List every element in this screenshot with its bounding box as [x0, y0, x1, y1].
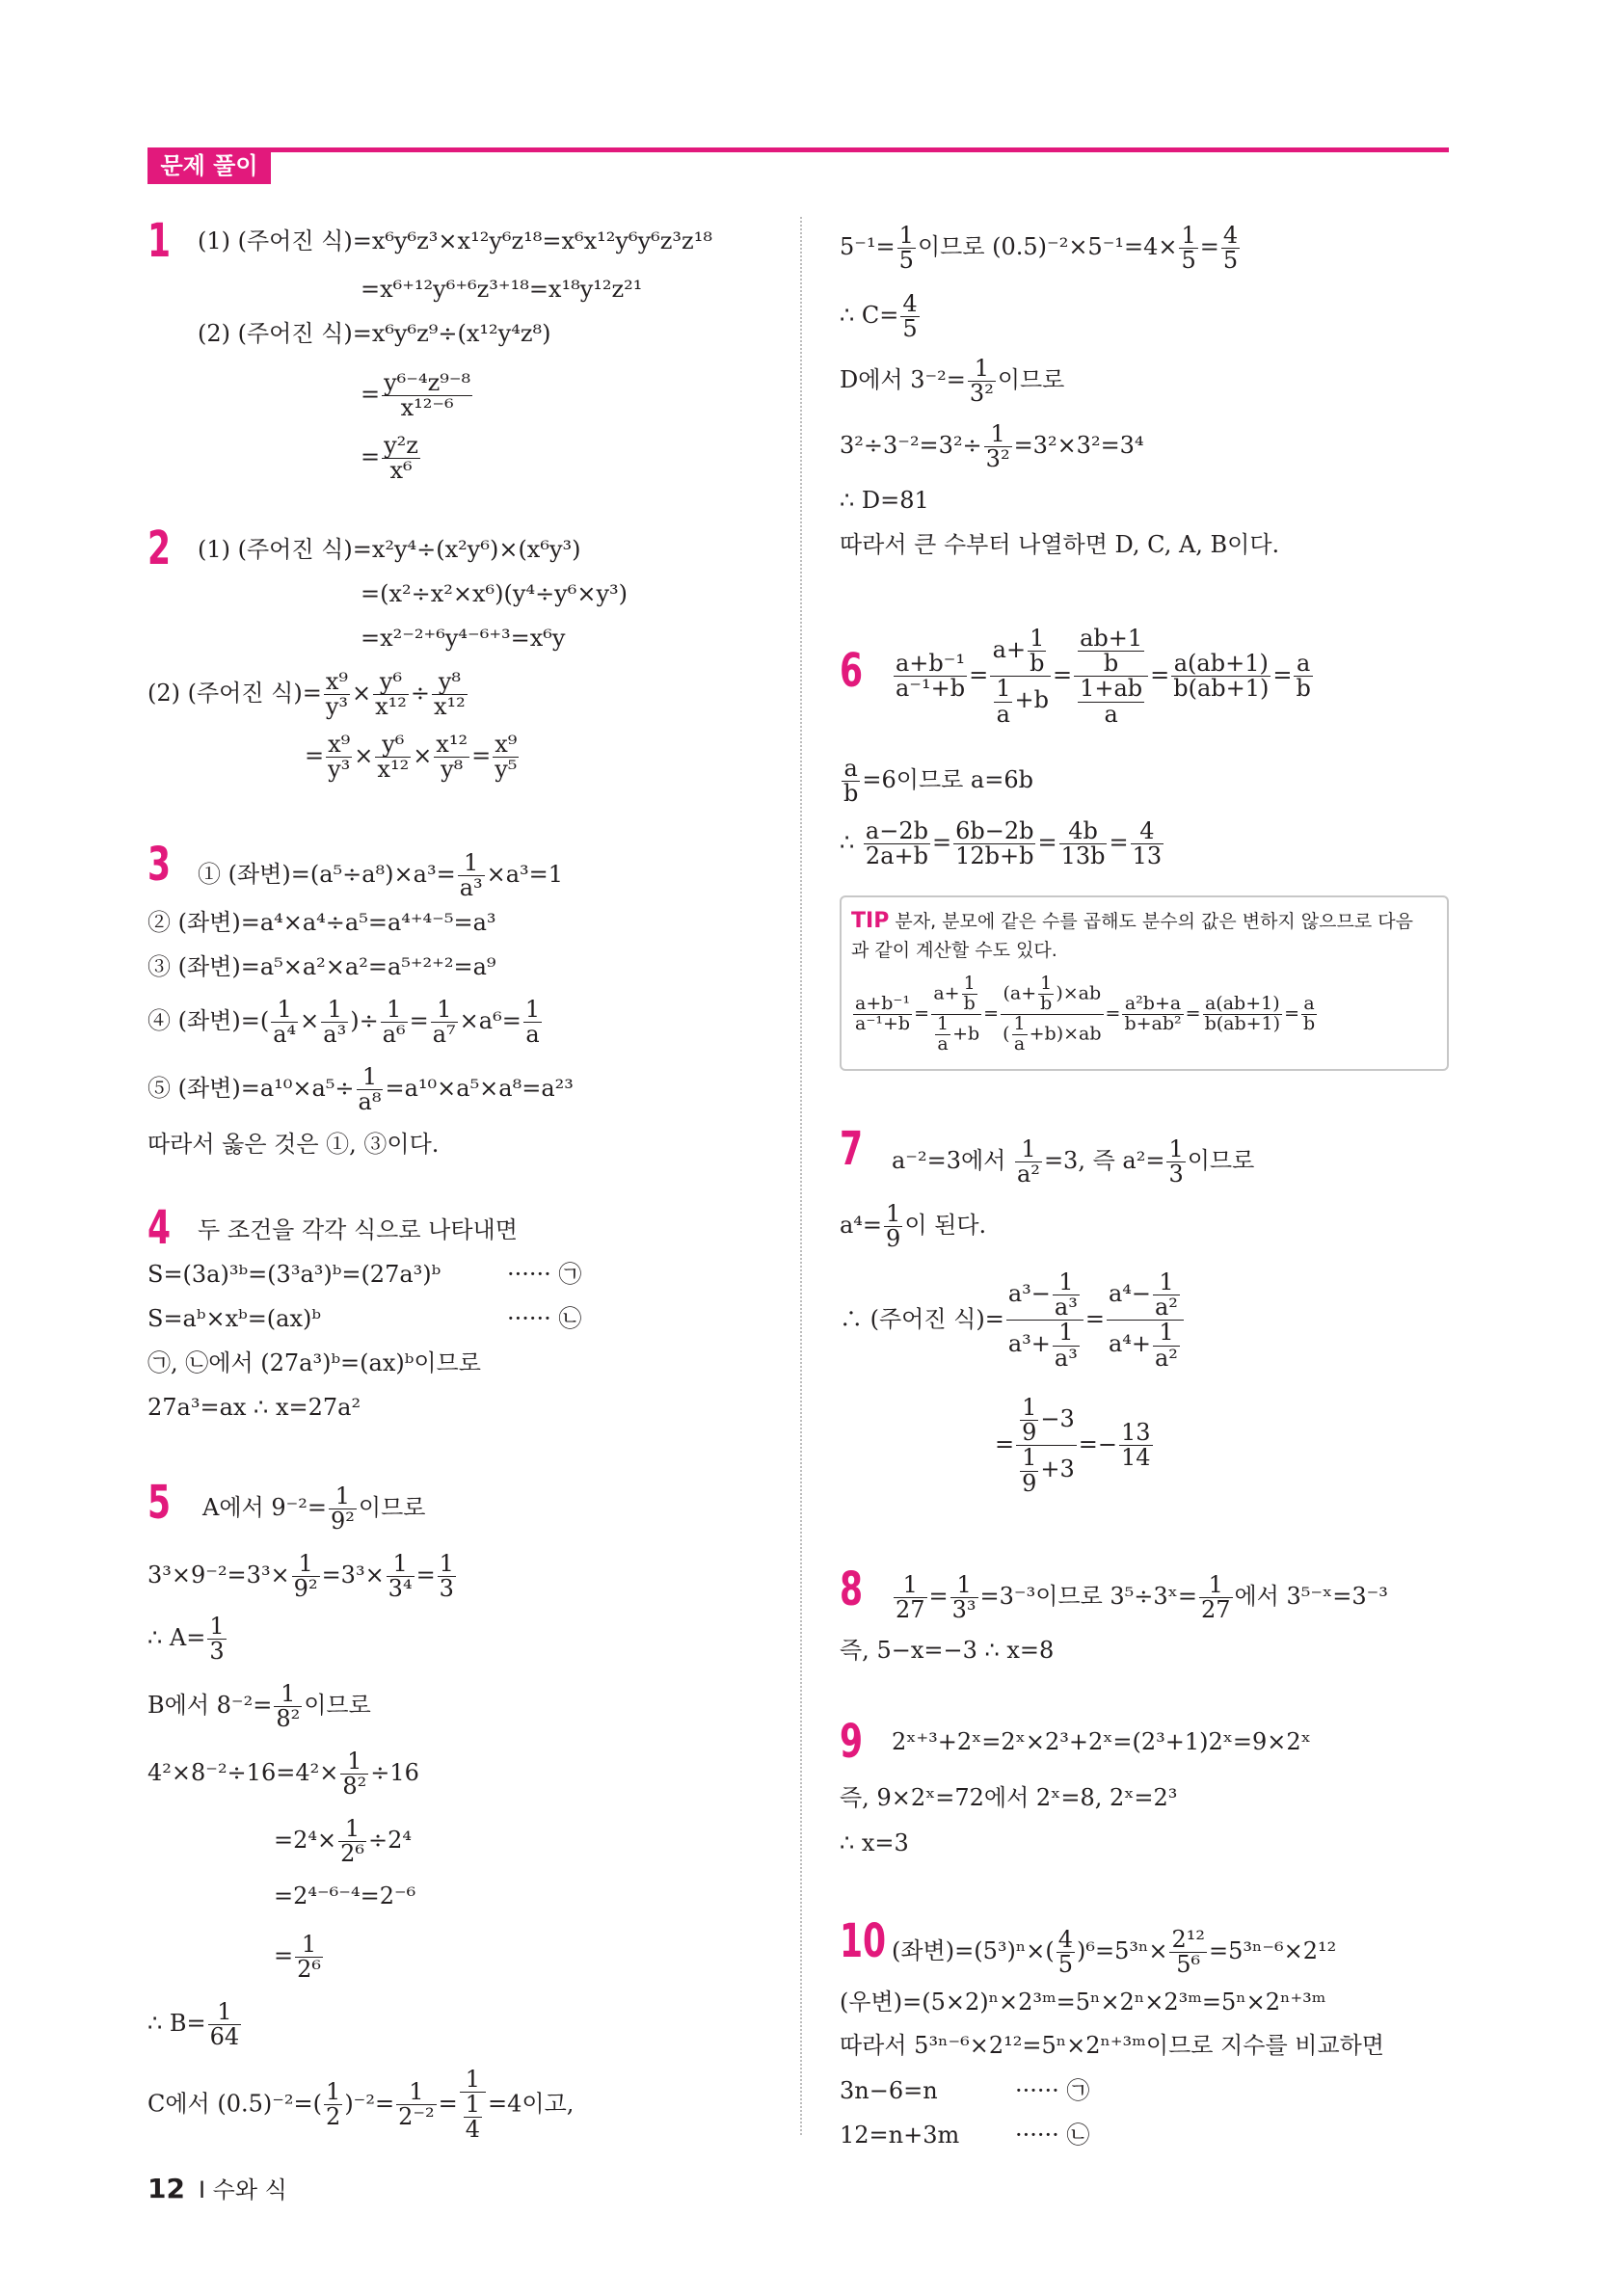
- problem-number: 8: [840, 1562, 864, 1616]
- solution-line: ∴ $\frac{a-2b}{2a+b}$ = $\frac{6b-2b}{12b+b}$ = $\frac{4b}{13b}$ = $\frac{4}{13}$: [840, 817, 1163, 870]
- solution-line: ∴ B= $\frac{1}{64}$: [147, 1998, 240, 2051]
- solution-line: 3³×9⁻²=3³× $\frac{1}{\text{9²}}$ =3³× $\frac{1}{\text{3⁴}}$ = $\frac{1}{3}$: [147, 1550, 454, 1603]
- solution-line: =2⁴⁻⁶⁻⁴=2⁻⁶: [274, 1882, 416, 1909]
- solution-line: $\frac{1}{27}$ = $\frac{1}{\text{3³}}$ =3⁻³이므로 3⁵÷3ˣ= $\frac{1}{27}$ 에서 3⁵⁻ˣ=3⁻³: [896, 1571, 1388, 1624]
- solution-line: = $\frac{1}{\text{2⁶}}$: [274, 1931, 321, 1984]
- solution-line: ∴ (주어진 식)= a³− $\frac{1}{\text{a³}}$ a³+ $\frac{1}{\text{a³}}$ = a⁴− $\frac{1}{\text{a²}}$ a⁴+ $\frac{1}{\text{a²}}$: [840, 1270, 1186, 1371]
- solution-line: =2⁴× $\frac{1}{\text{2⁶}}$ ÷2⁴: [274, 1815, 412, 1868]
- solution-line: 5⁻¹= $\frac{1}{5}$ 이므로 (0.5)⁻²×5⁻¹=4× $\frac{1}{5}$ = $\frac{4}{5}$: [840, 222, 1239, 275]
- problem-number: 5: [147, 1476, 172, 1530]
- problem-number: 6: [840, 644, 864, 698]
- page-number: 12: [147, 2173, 185, 2204]
- tip-label: TIP: [851, 909, 890, 933]
- solution-line: ∴ A= $\frac{1}{3}$: [147, 1613, 225, 1666]
- solution-line: 2ˣ⁺³+2ˣ=2ˣ×2³+2ˣ=(2³+1)2ˣ=9×2ˣ: [892, 1728, 1311, 1755]
- solution-line: = $\frac{\text{y²z}}{\text{x⁶}}$: [361, 432, 418, 485]
- page-footer: [147, 2171, 287, 2204]
- solution-line: 두 조건을 각각 식으로 나타내면: [198, 1216, 518, 1243]
- solution-line: 따라서 큰 수부터 나열하면 D, C, A, B이다.: [840, 531, 1280, 558]
- solution-line: ① (좌변)=(a⁵÷a⁸)×a³= $\frac{1}{\text{a³}}$ ×a³=1: [198, 849, 564, 902]
- solution-line: S=aᵇ×xᵇ=(ax)ᵇ: [147, 1305, 321, 1332]
- solution-line: (2) (주어진 식)= $\frac{\text{x⁹}}{\text{y³}}$ × $\frac{\text{y⁶}}{\text{x¹²}}$ ÷ $\frac{\text{y⁸}}{\text{x¹²}}$: [147, 668, 466, 721]
- solution-line: = $\frac{\text{x⁹}}{\text{y³}}$ × $\frac{\text{y⁶}}{\text{x¹²}}$ × $\frac{\text{x¹²}}{\text{y⁸}}$ = $\frac{\text{x⁹}}{\text{y⁵}}$: [305, 731, 518, 784]
- solution-line: 따라서 5³ⁿ⁻⁶×2¹²=5ⁿ×2ⁿ⁺³ᵐ이므로 지수를 비교하면: [840, 2032, 1384, 2059]
- solution-line: 3n−6=n: [840, 2077, 938, 2104]
- equation-tag: ······ ㉠: [1015, 2077, 1090, 2104]
- solution-line: ∴ C= $\frac{4}{5}$: [840, 290, 918, 343]
- chapter-title: Ⅰ 수와 식: [198, 2176, 287, 2203]
- solution-line: 27a³=ax ∴ x=27a²: [147, 1394, 361, 1421]
- solution-line: (2) (주어진 식)=x⁶y⁶z⁹÷(x¹²y⁴z⁸): [198, 320, 551, 347]
- solution-line: 4²×8⁻²÷16=4²× $\frac{1}{\text{8²}}$ ÷16: [147, 1748, 419, 1801]
- solution-line: A에서 9⁻²= $\frac{1}{\text{9²}}$ 이므로: [202, 1482, 426, 1535]
- solution-line: $\frac{\text{a+b⁻¹}}{\text{a⁻¹+b}}$ = a+ $\frac{1}{b}$ $\frac{1}{a}$ +b = $\frac{ab+1}{b}$ $\frac{1+ab}{a}$ = $\frac{a(ab+1)}{b(ab+1)}$ = $\frac{a}{b}$: [896, 625, 1311, 728]
- solution-line: ∴ x=3: [840, 1829, 909, 1856]
- solution-line: C에서 (0.5)⁻²=( $\frac{1}{2}$ )⁻²= $\frac{1}{\text{2⁻²}}$ = $\frac{1}{\frac{1}{4}}$ =4이고,: [147, 2066, 575, 2144]
- solution-line: =x⁶⁺¹²y⁶⁺⁶z³⁺¹⁸=x¹⁸y¹²z²¹: [361, 276, 643, 303]
- tip-text: TIP 분자, 분모에 같은 수를 곱해도 분수의 값은 변하지 않으므로 다음: [851, 909, 1413, 933]
- tip-equation: $\frac{\text{a+b⁻¹}}{\text{a⁻¹+b}}$ = a+ $\frac{1}{b}$ $\frac{1}{a}$ +b = (a+ $\frac{1}{b}$ )×ab ( $\frac{1}{a}$ +b)×ab = $\frac{\text{a²b+a}}{\text{b+ab²}}$ = $\frac{a(ab+1)}{b(ab+1)}$ = $\frac{a}{b}$: [855, 973, 1316, 1055]
- solution-line: ⑤ (좌변)=a¹⁰×a⁵÷ $\frac{1}{\text{a⁸}}$ =a¹⁰×a⁵×a⁸=a²³: [147, 1063, 574, 1116]
- solution-line: (우변)=(5×2)ⁿ×2³ᵐ=5ⁿ×2ⁿ×2³ᵐ=5ⁿ×2ⁿ⁺³ᵐ: [840, 1989, 1326, 2016]
- problem-number: 3: [147, 838, 172, 892]
- solution-line: 즉, 5−x=−3 ∴ x=8: [840, 1637, 1055, 1664]
- problem-number: 4: [147, 1201, 172, 1255]
- problem-number: 7: [840, 1122, 864, 1176]
- equation-tag: ······ ㉡: [507, 1305, 582, 1332]
- tip-box: [840, 895, 1449, 1071]
- solution-line: (좌변)=(5³)ⁿ×( $\frac{4}{5}$ )⁶=5³ⁿ× $\frac{\text{2¹²}}{\text{5⁶}}$ =5³ⁿ⁻⁶×2¹²: [892, 1926, 1337, 1979]
- solution-line: (1) (주어진 식)=x⁶y⁶z³×x¹²y⁶z¹⁸=x⁶x¹²y⁶y⁶z³z¹⁸: [198, 227, 712, 254]
- solution-line: 12=n+3m: [840, 2122, 960, 2149]
- solution-line: ③ (좌변)=a⁵×a²×a²=a⁵⁺²⁺²=a⁹: [147, 953, 496, 980]
- header-rule: [147, 147, 1449, 152]
- problem-number: 1: [147, 214, 172, 268]
- equation-tag: ······ ㉡: [1015, 2122, 1090, 2149]
- problem-number: 9: [840, 1715, 864, 1769]
- solution-line: ∴ D=81: [840, 487, 929, 514]
- solution-line: ② (좌변)=a⁴×a⁴÷a⁵=a⁴⁺⁴⁻⁵=a³: [147, 909, 496, 936]
- problem-number: 2: [147, 521, 172, 575]
- solution-line: S=(3a)³ᵇ=(3³a³)ᵇ=(27a³)ᵇ: [147, 1261, 441, 1288]
- solution-line: 3²÷3⁻²=3²÷ $\frac{1}{\text{3²}}$ =3²×3²=3⁴: [840, 420, 1144, 473]
- solution-line: (1) (주어진 식)=x²y⁴÷(x²y⁶)×(x⁶y³): [198, 536, 581, 563]
- solution-line: =(x²÷x²×x⁶)(y⁴÷y⁶×y³): [361, 580, 629, 607]
- equation-tag: ······ ㉠: [507, 1261, 582, 1288]
- solution-line: a⁴= $\frac{1}{9}$ 이 된다.: [840, 1200, 987, 1253]
- solution-line: = $\frac{\text{y⁶⁻⁴z⁹⁻⁸}}{\text{x¹²⁻⁶}}$: [361, 369, 471, 422]
- solution-line: D에서 3⁻²= $\frac{1}{\text{3²}}$ 이므로: [840, 355, 1065, 408]
- solution-line: 즉, 9×2ˣ=72에서 2ˣ=8, 2ˣ=2³: [840, 1784, 1178, 1811]
- tip-text: 과 같이 계산할 수도 있다.: [851, 940, 1057, 961]
- solution-line: =x²⁻²⁺⁶y⁴⁻⁶⁺³=x⁶y: [361, 625, 566, 652]
- solution-line: = $\frac{1}{9}$ −3 $\frac{1}{9}$ +3 =− $\frac{13}{14}$: [995, 1394, 1151, 1497]
- solution-line: 따라서 옳은 것은 ①, ③이다.: [147, 1131, 440, 1158]
- solution-line: ④ (좌변)=( $\frac{1}{\text{a⁴}}$ × $\frac{1}{\text{a³}}$ )÷ $\frac{1}{\text{a⁶}}$ = $\frac{1}{\text{a⁷}}$ ×a⁶= $\frac{1}{a}$: [147, 996, 541, 1049]
- solution-line: a⁻²=3에서 $\frac{1}{\text{a²}}$ =3, 즉 a²= $\frac{1}{3}$ 이므로: [892, 1135, 1255, 1188]
- solution-line: $\frac{a}{b}$ =6이므로 a=6b: [843, 755, 1033, 808]
- section-title-tab: 문제 풀이: [147, 147, 271, 184]
- solution-line: ㉠, ㉡에서 (27a³)ᵇ=(ax)ᵇ이므로: [147, 1349, 481, 1376]
- solution-line: B에서 8⁻²= $\frac{1}{\text{8²}}$ 이므로: [147, 1680, 371, 1733]
- problem-number: 10: [840, 1914, 887, 1968]
- column-divider: [800, 217, 802, 2135]
